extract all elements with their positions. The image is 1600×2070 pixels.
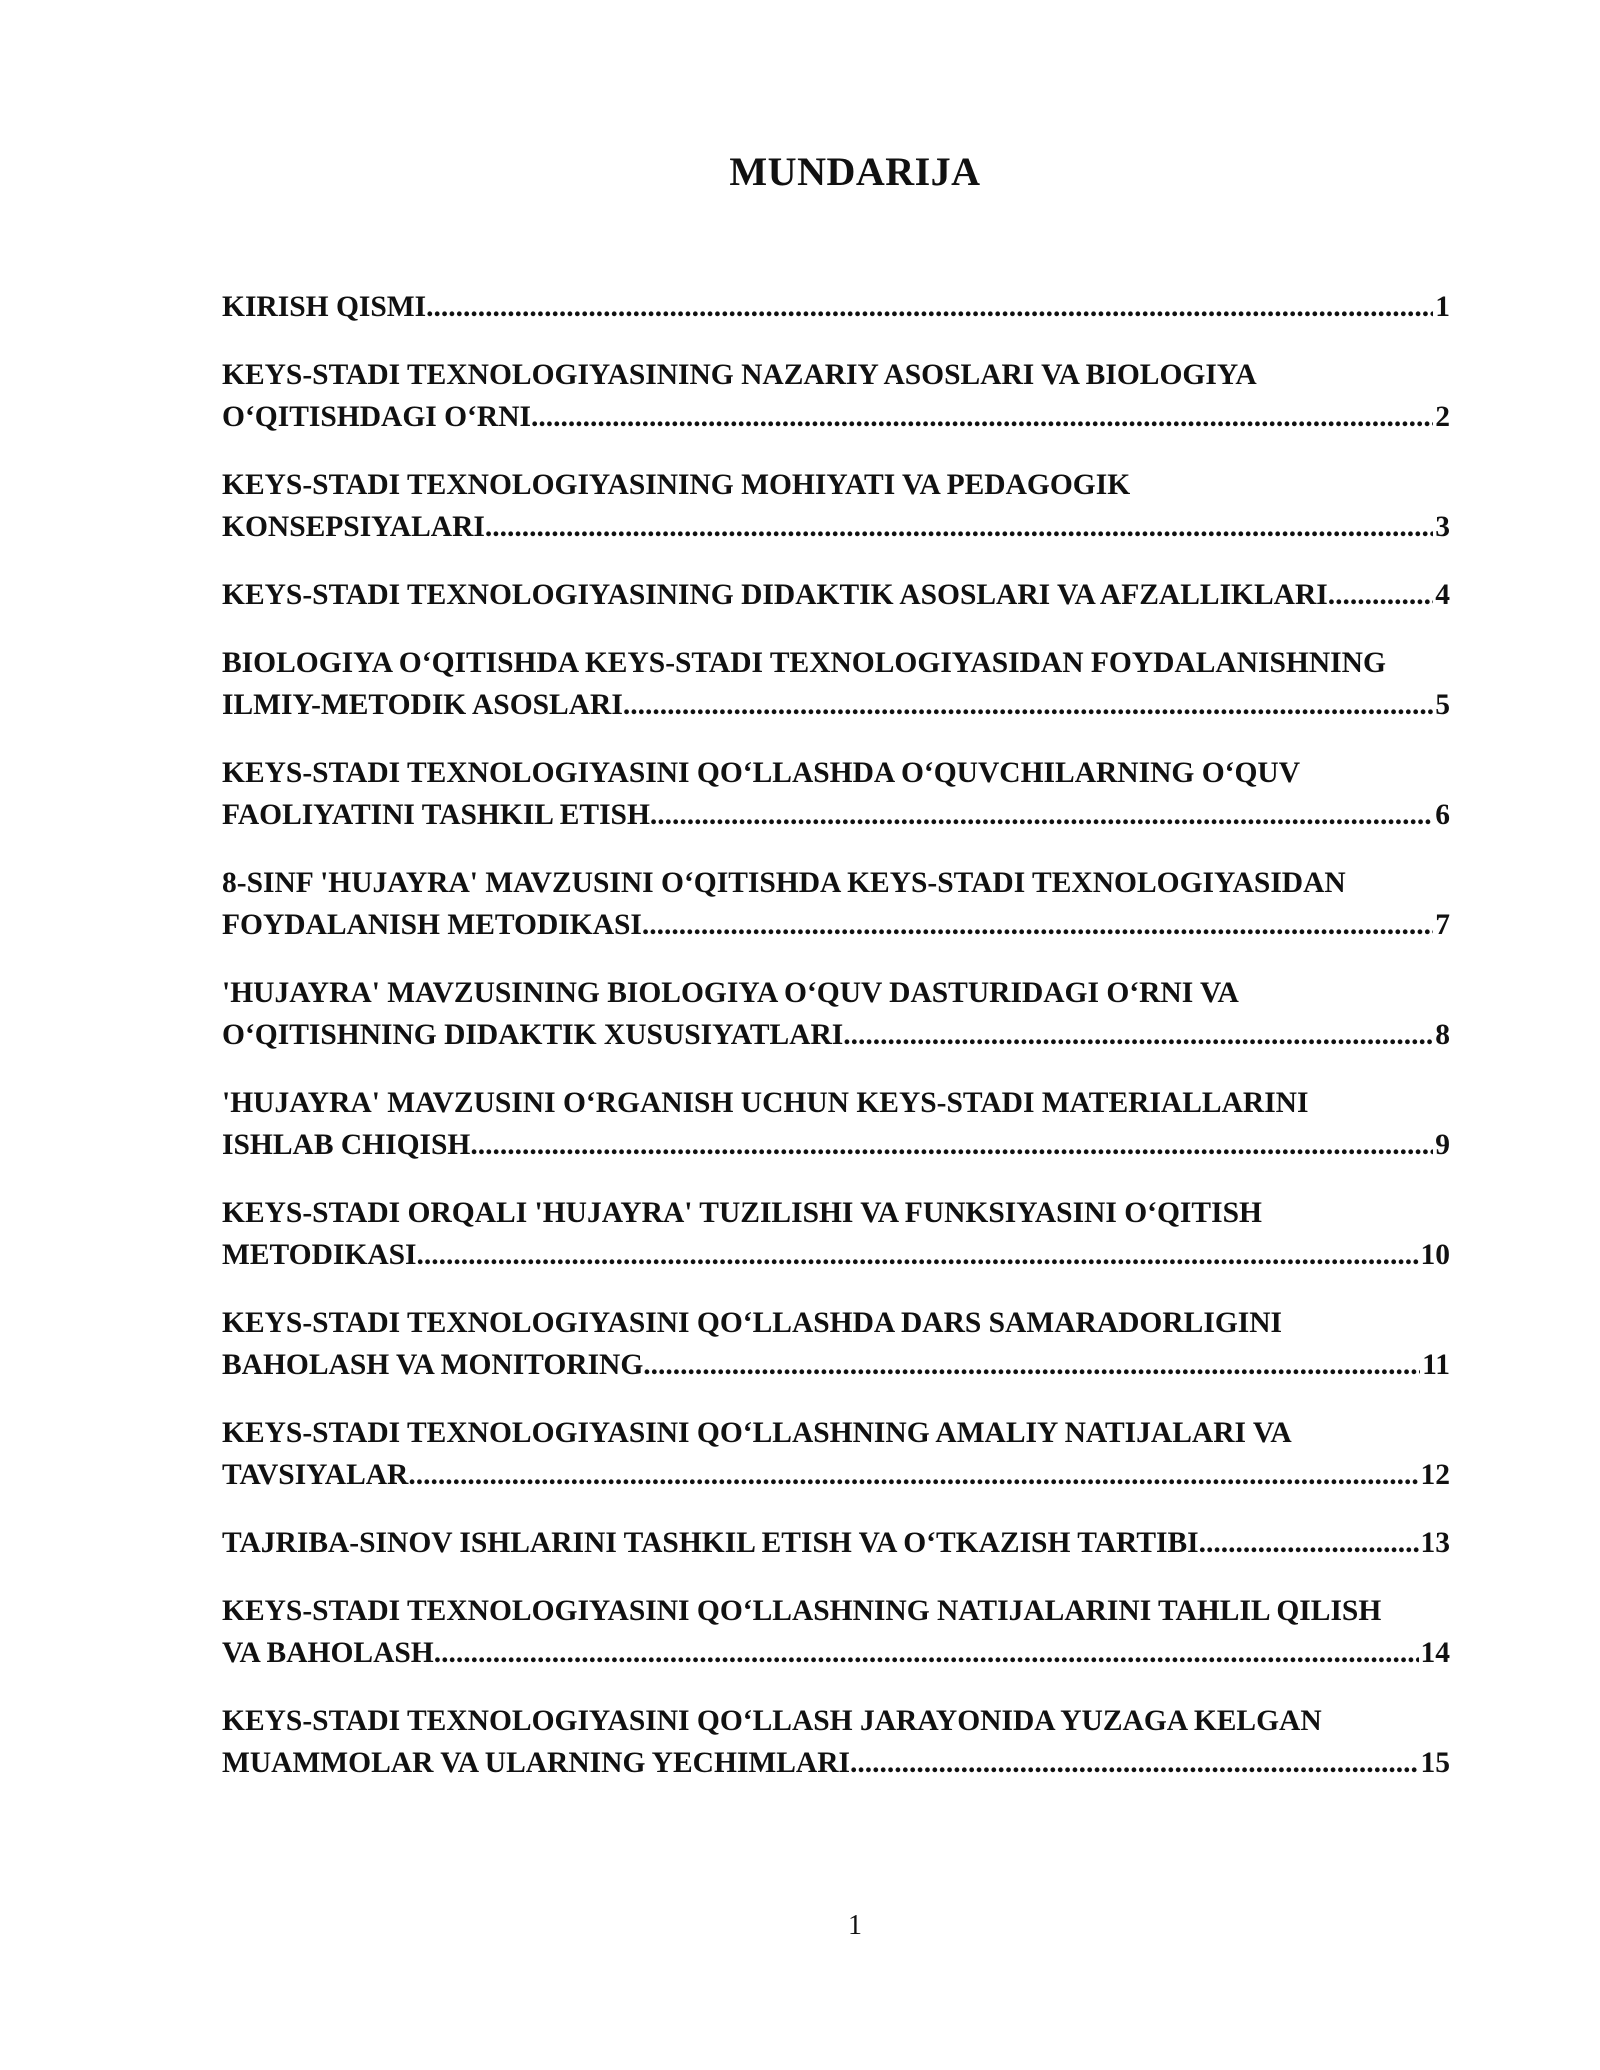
toc-entry-title-line: 8-SINF 'HUJAYRA' MAVZUSINI O‘QITISHDA KEYS-STADI TEXNOLOGIYASIDAN [222,867,1346,899]
toc-entry[interactable] [222,752,1450,836]
toc-entry-title: KEYS-STADI TEXNOLOGIYASINING DIDAKTIK ASOSLARI VA AFZALLIKLARI [222,579,1328,611]
toc-entry-page-number: 1 [1435,291,1450,323]
toc-entry-title-line: KEYS-STADI ORQALI 'HUJAYRA' TUZILISHI VA FUNKSIYASINI O‘QITISH [222,1197,1262,1229]
toc-entry[interactable] [222,464,1450,548]
toc-entry-leader-line [222,506,1450,548]
toc-entry-page-number: 14 [1420,1637,1450,1669]
toc-entry-title-line: 'HUJAYRA' MAVZUSINING BIOLOGIYA O‘QUV DASTURIDAGI O‘RNI VA [222,977,1239,1009]
dot-leader [1328,574,1433,616]
toc-entry[interactable] [222,574,1450,616]
toc-entry[interactable] [222,1522,1450,1564]
dot-leader [470,1124,1433,1166]
toc-entry-title: MUAMMOLAR VA ULARNING YECHIMLARI [222,1747,850,1779]
toc-entry-leader-line [222,1522,1450,1564]
toc-entry-page-number: 4 [1435,579,1450,611]
toc-entry-page-number: 13 [1420,1527,1450,1559]
toc-entry-page-number: 7 [1435,909,1450,941]
toc-entry-title: METODIKASI [222,1239,417,1271]
dot-leader [426,286,1433,328]
dot-leader [434,1632,1419,1674]
toc-entry-page-number: 12 [1420,1459,1450,1491]
toc-entry-page-number: 15 [1420,1747,1450,1779]
toc-entry-title-line: KEYS-STADI TEXNOLOGIYASINI QO‘LLASHDA DARS SAMARADORLIGINI [222,1307,1283,1339]
toc-entry-title-line: KEYS-STADI TEXNOLOGIYASINI QO‘LLASHDA O‘QUVCHILARNING O‘QUV [222,757,1301,789]
toc-entry-leader-line [222,1014,1450,1056]
toc-entry-title-line: KEYS-STADI TEXNOLOGIYASINI QO‘LLASH JARAYONIDA YUZAGA KELGAN [222,1705,1322,1737]
toc-entry[interactable] [222,862,1450,946]
toc-entry-title: ISHLAB CHIQISH [222,1129,471,1161]
toc-entry-leader-line [222,1124,1450,1166]
toc-entry-title-line: BIOLOGIYA O‘QITISHDA KEYS-STADI TEXNOLOGIYASIDAN FOYDALANISHNING [222,647,1386,679]
dot-leader [650,794,1433,836]
toc-entry[interactable] [222,1082,1450,1166]
dot-leader [417,1234,1419,1276]
toc-entry-title: FOYDALANISH METODIKASI [222,909,642,941]
toc-entry-leader-line [222,286,1450,328]
toc-entry[interactable] [222,642,1450,726]
toc-entry-leader-line [222,1454,1450,1496]
dot-leader [485,506,1433,548]
toc-entry-page-number: 2 [1435,401,1450,433]
toc-entry-title: O‘QITISHDAGI O‘RNI [222,401,531,433]
toc-entry[interactable] [222,1590,1450,1674]
page-title: MUNDARIJA [729,149,981,194]
toc-entry-title: ILMIY-METODIK ASOSLARI [222,689,623,721]
dot-leader [843,1014,1433,1056]
dot-leader [531,396,1433,438]
dot-leader [408,1454,1418,1496]
toc-entry[interactable] [222,286,1450,328]
toc-entry-page-number: 5 [1435,689,1450,721]
toc-entry-leader-line [222,1632,1450,1674]
toc-entry-title: BAHOLASH VA MONITORING [222,1349,644,1381]
toc-entry-title: KIRISH QISMI [222,291,427,323]
dot-leader [1199,1522,1419,1564]
toc-entry-title: O‘QITISHNING DIDAKTIK XUSUSIYATLARI [222,1019,844,1051]
toc-entry-leader-line [222,396,1450,438]
toc-entry-page-number: 11 [1422,1349,1450,1381]
toc-entry-page-number: 6 [1435,799,1450,831]
toc-entry-page-number: 10 [1420,1239,1450,1271]
toc-entry-title-line: 'HUJAYRA' MAVZUSINI O‘RGANISH UCHUN KEYS-STADI MATERIALLARINI [222,1087,1309,1119]
toc-entry-title-line: KEYS-STADI TEXNOLOGIYASINING NAZARIY ASOSLARI VA BIOLOGIYA [222,359,1257,391]
toc-entry-page-number: 9 [1435,1129,1450,1161]
toc-entry-title: TAJRIBA-SINOV ISHLARINI TASHKIL ETISH VA O‘TKAZISH TARTIBI [222,1527,1199,1559]
dot-leader [642,904,1433,946]
dot-leader [623,684,1433,726]
toc-entry-leader-line [222,794,1450,836]
page-number: 1 [848,1910,862,1941]
toc-entry[interactable] [222,1192,1450,1276]
toc-entry-leader-line [222,1344,1450,1386]
dot-leader [850,1742,1419,1784]
toc-entry-title: TAVSIYALAR [222,1459,409,1491]
toc-entry-title: VA BAHOLASH [222,1637,434,1669]
toc-entry[interactable] [222,1412,1450,1496]
table-of-contents [222,286,1450,1810]
toc-entry-title: KONSEPSIYALARI [222,511,485,543]
toc-entry-page-number: 3 [1435,511,1450,543]
dot-leader [643,1344,1420,1386]
toc-entry[interactable] [222,1302,1450,1386]
toc-entry-leader-line [222,1234,1450,1276]
toc-entry-leader-line [222,574,1450,616]
toc-entry-leader-line [222,684,1450,726]
toc-entry[interactable] [222,1700,1450,1784]
toc-entry-title-line: KEYS-STADI TEXNOLOGIYASINI QO‘LLASHNING AMALIY NATIJALARI VA [222,1417,1292,1449]
toc-entry-title-line: KEYS-STADI TEXNOLOGIYASINI QO‘LLASHNING NATIJALARINI TAHLIL QILISH [222,1595,1382,1627]
toc-entry[interactable] [222,354,1450,438]
toc-entry-title: FAOLIYATINI TASHKIL ETISH [222,799,650,831]
toc-entry[interactable] [222,972,1450,1056]
toc-entry-leader-line [222,1742,1450,1784]
toc-entry-page-number: 8 [1435,1019,1450,1051]
toc-entry-leader-line [222,904,1450,946]
toc-entry-title-line: KEYS-STADI TEXNOLOGIYASINING MOHIYATI VA PEDAGOGIK [222,469,1131,501]
